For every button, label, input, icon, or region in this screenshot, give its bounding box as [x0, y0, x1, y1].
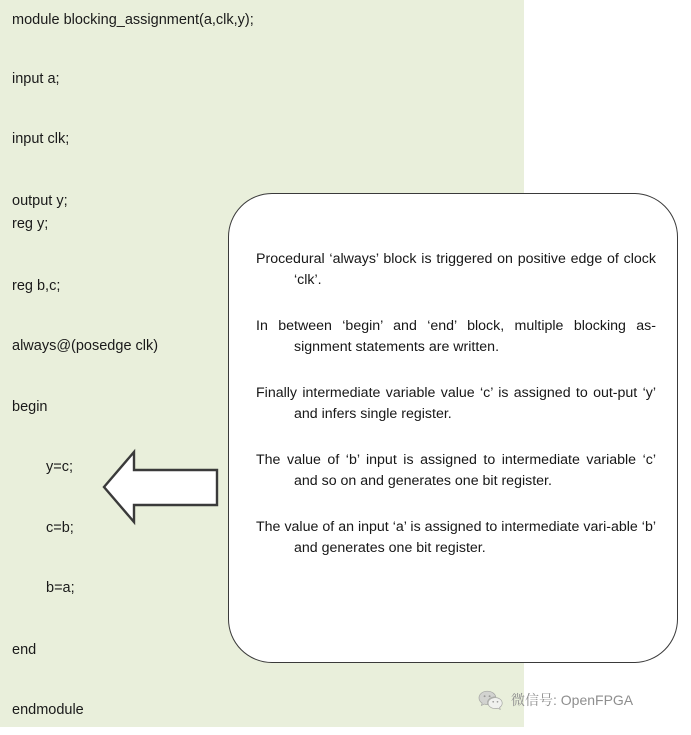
wechat-eye-right-back	[489, 695, 491, 697]
code-line: input clk;	[12, 131, 70, 147]
code-line: output y;	[12, 193, 68, 209]
code-line: y=c;	[46, 459, 73, 475]
code-line: input a;	[12, 71, 60, 87]
code-line: reg y;	[12, 216, 49, 232]
code-line: reg b,c;	[12, 278, 61, 294]
code-line: begin	[12, 399, 48, 415]
explanation-paragraph: In between ‘begin’ and ‘end’ block, multiple blocking as-signment statements are written.	[256, 318, 656, 355]
explanation-paragraph: Procedural ‘always’ block is triggered on positive edge of clock ‘clk’.	[256, 251, 656, 288]
explanation-paragraph: The value of ‘b’ input is assigned to intermediate variable ‘c’ and so on and generates one bit register.	[256, 452, 656, 489]
wechat-bubble-front	[488, 698, 502, 710]
wechat-eye-left-back	[484, 695, 486, 697]
code-line: endmodule	[12, 702, 84, 718]
watermark	[478, 690, 633, 710]
explanation-paragraph: The value of an input ‘a’ is assigned to intermediate vari-able ‘b’ and generates one bit register.	[256, 519, 656, 556]
explanation-paragraph: Finally intermediate variable value ‘c’ is assigned to out-put ‘y’ and infers single register.	[256, 385, 656, 422]
watermark-label: 微信号: OpenFPGA	[511, 692, 634, 708]
wechat-eye-left-front	[492, 701, 494, 703]
code-line: b=a;	[46, 580, 75, 596]
code-line: end	[12, 642, 37, 658]
left-arrow-icon	[100, 443, 222, 527]
wechat-eye-right-front	[497, 701, 499, 703]
explanation-callout-box	[228, 193, 678, 663]
explanation-paragraph-list	[256, 249, 656, 559]
code-line: always@(posedge clk)	[12, 338, 159, 354]
code-line: c=b;	[46, 520, 74, 536]
wechat-icon	[478, 690, 504, 710]
arrow-shape	[104, 452, 217, 522]
code-line: module blocking_assignment(a,clk,y);	[12, 12, 254, 28]
